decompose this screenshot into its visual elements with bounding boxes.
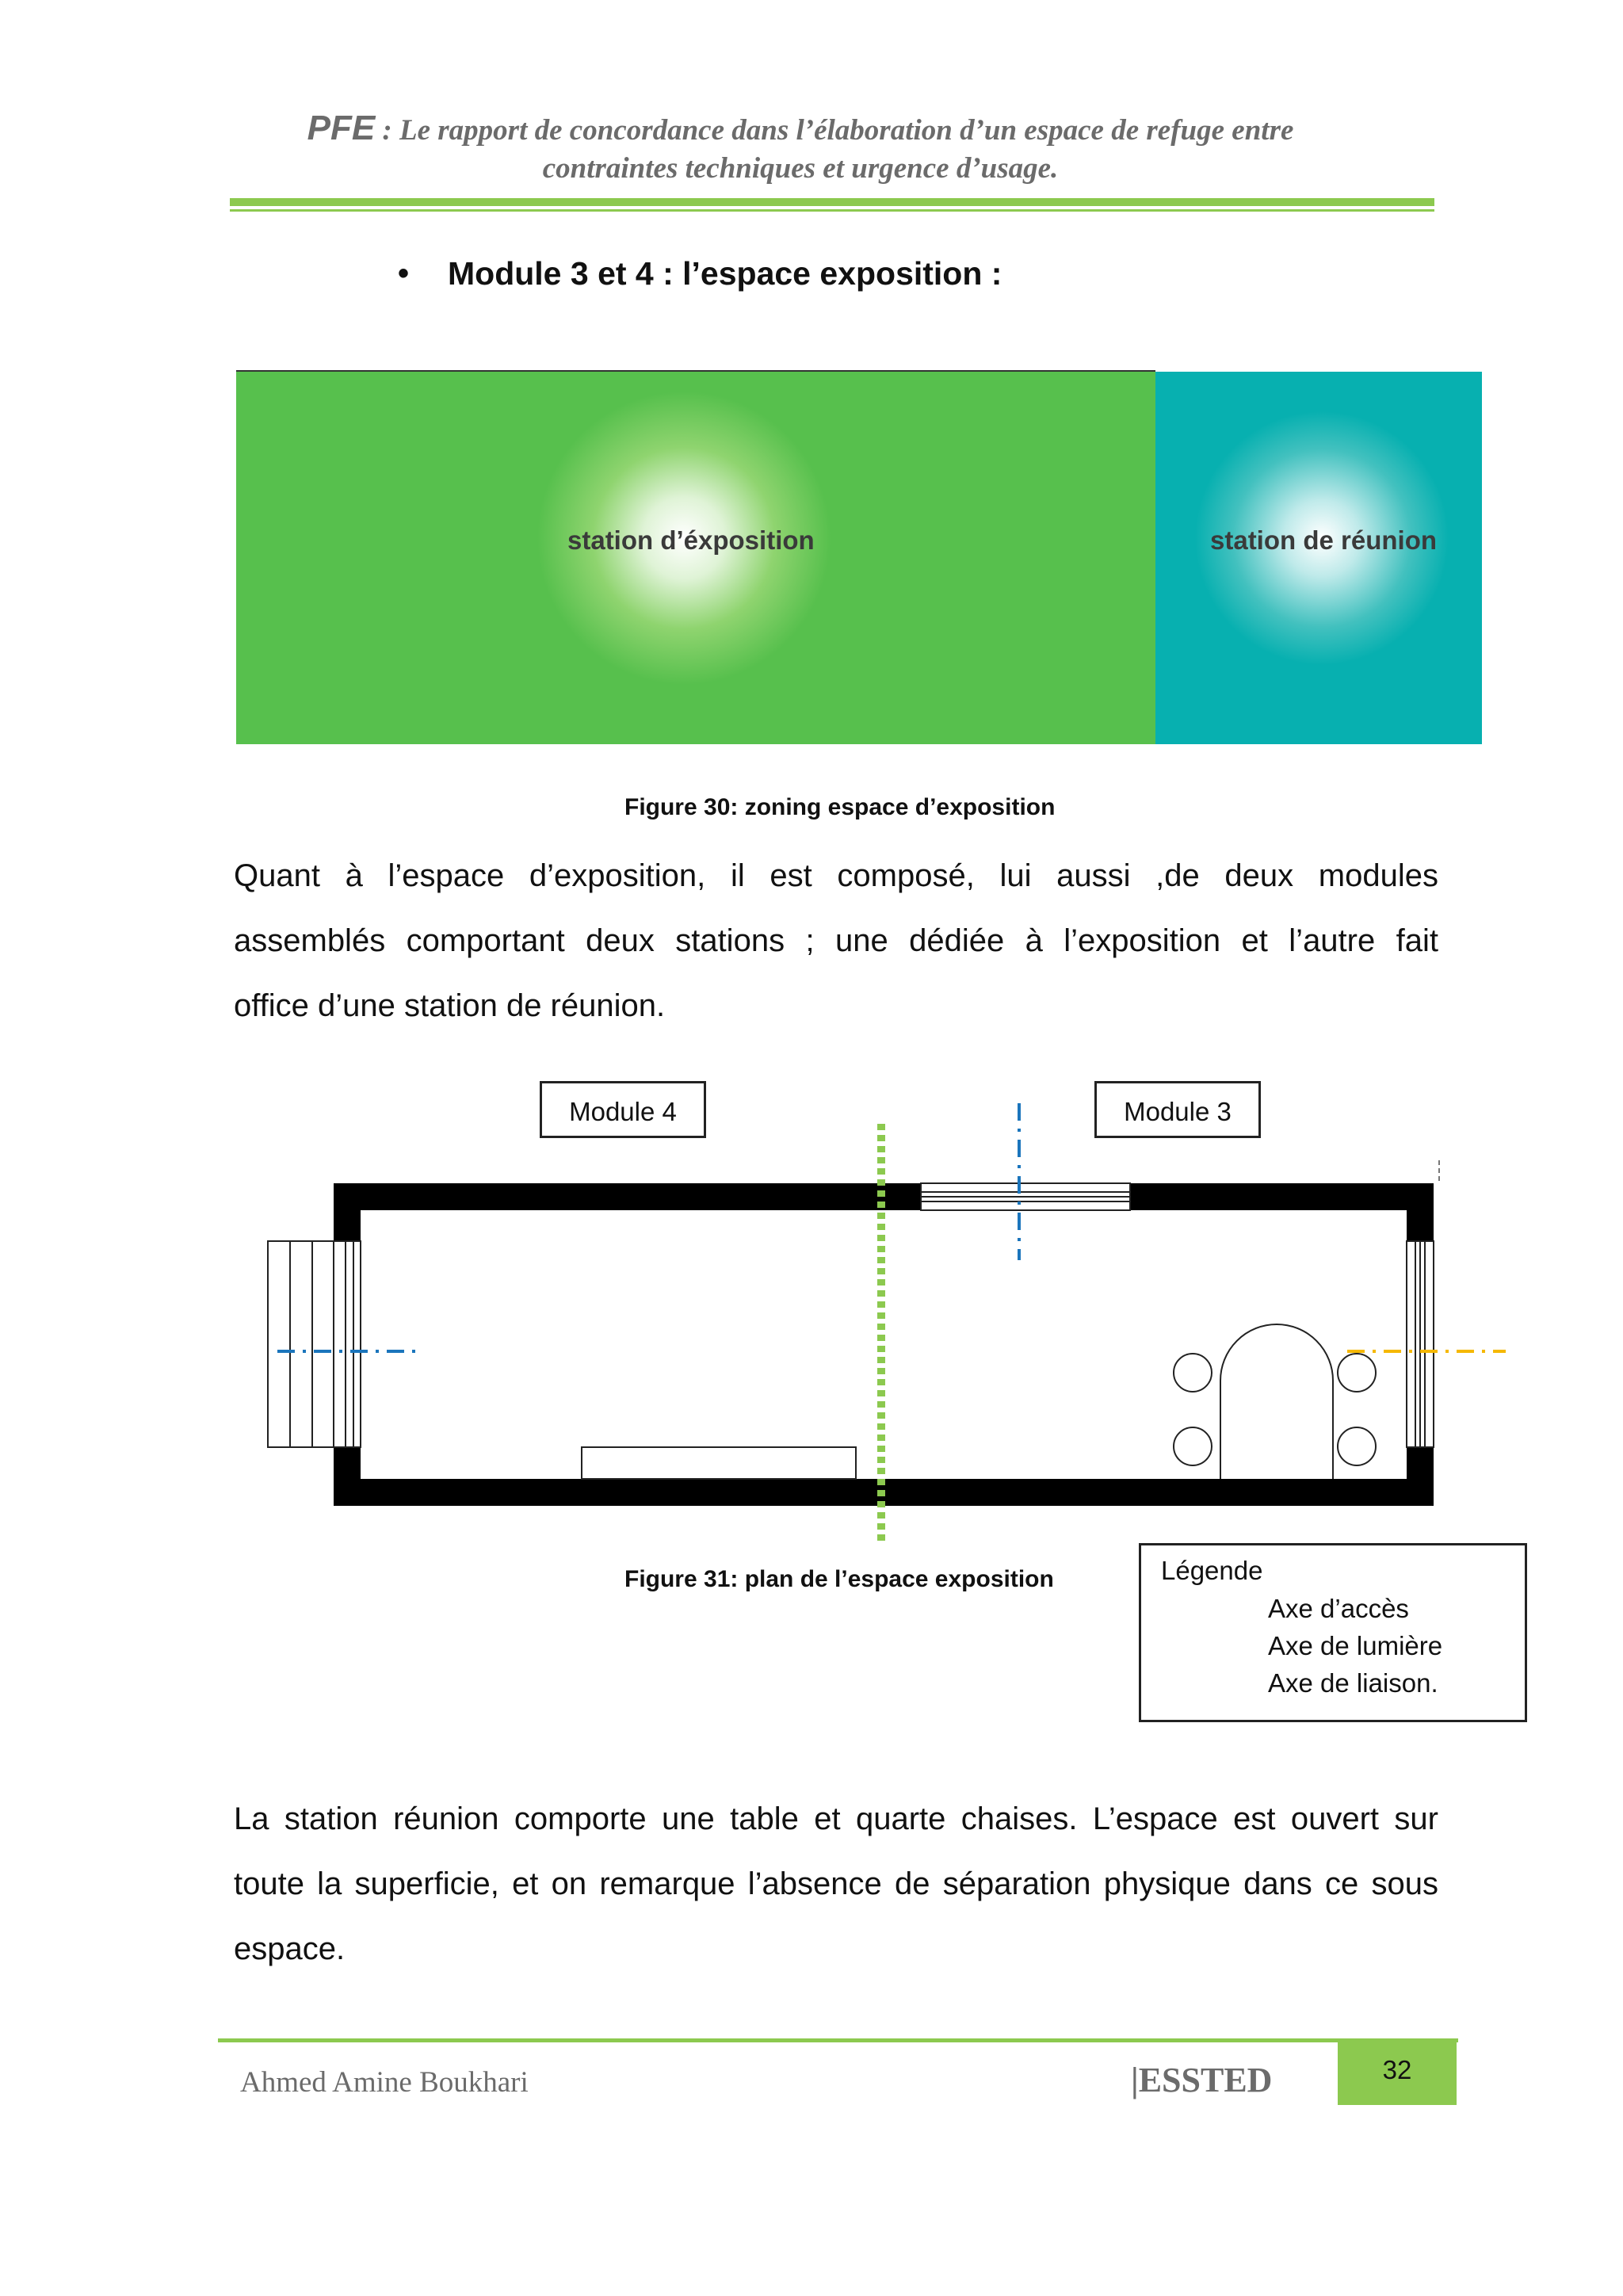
meeting-table [1220,1324,1333,1479]
paragraph-line: office d’une station de réunion. [234,988,666,1023]
page-number: 32 [1382,2055,1412,2084]
chair [1338,1427,1376,1465]
meeting-chairs [1174,1354,1376,1465]
wall-right-top [1407,1183,1434,1241]
wall-bottom [334,1479,1434,1506]
paragraph-line: La station réunion comporte une table et quarte chaises. L’espace est ouvert sur [234,1801,1438,1836]
paragraph-line: toute la superficie, et on remarque l’absence de séparation physique dans ce sous [234,1866,1438,1901]
figure-31-caption: Figure 31: plan de l’espace exposition [624,1566,1054,1592]
zone-reunion-label: station de réunion [1210,525,1438,555]
right-window [1407,1241,1434,1447]
paragraph-exposition [234,843,1438,1038]
module-3-label: Module 3 [1094,1081,1261,1138]
paragraph-reunion [234,1786,1438,1981]
legend-item-access: Axe d’accès [1268,1594,1409,1623]
header-prefix: PFE [307,109,376,147]
paragraph-line: assemblés comportant deux stations ; une dédiée à l’exposition et l’autre fait [234,923,1438,958]
chair [1174,1427,1212,1465]
footer-author: Ahmed Amine Boukhari [240,2066,529,2099]
header-title-part1: : Le rapport de concordance dans l’élaboration d’un espace de refuge entre [375,114,1294,147]
exhibition-counter [582,1447,856,1479]
zone-exposition [236,372,1155,744]
section-heading: Module 3 et 4 : l’espace exposition : [448,255,1002,292]
header-line-2: contraintes techniques et urgence d’usage. [542,152,1059,185]
zone-exposition-label: station d’éxposition [567,525,815,555]
figure-30-caption: Figure 30: zoning espace d’exposition [624,794,1056,820]
legend-title: Légende [1161,1556,1263,1585]
wall-right-bottom [1407,1447,1434,1506]
plan-walls [334,1183,1434,1506]
left-entrance-stairs [268,1241,361,1447]
zone-reunion [1155,372,1482,744]
chair [1174,1354,1212,1392]
wall-top-left [334,1183,921,1210]
header-line-1 [230,109,1371,150]
module-4-label: Module 4 [540,1081,706,1138]
header-rule-thin [230,209,1434,212]
footer-rule [218,2038,1458,2042]
wall-left-top [334,1183,361,1241]
header-rule-thick [230,198,1434,206]
bullet-icon: • [398,256,410,291]
paragraph-line: Quant à l’espace d’exposition, il est composé, lui aussi ,de deux modules [234,858,1438,893]
wall-top-right [1130,1183,1434,1210]
legend-item-light: Axe de lumière [1268,1631,1443,1660]
page-header [230,109,1371,188]
paragraph-line: espace. [234,1931,346,1966]
chair [1338,1354,1376,1392]
wall-left-bottom [334,1447,361,1506]
footer-school: |ESSTED [1131,2061,1273,2099]
legend-item-liaison: Axe de liaison. [1268,1668,1438,1698]
top-window [921,1183,1130,1210]
